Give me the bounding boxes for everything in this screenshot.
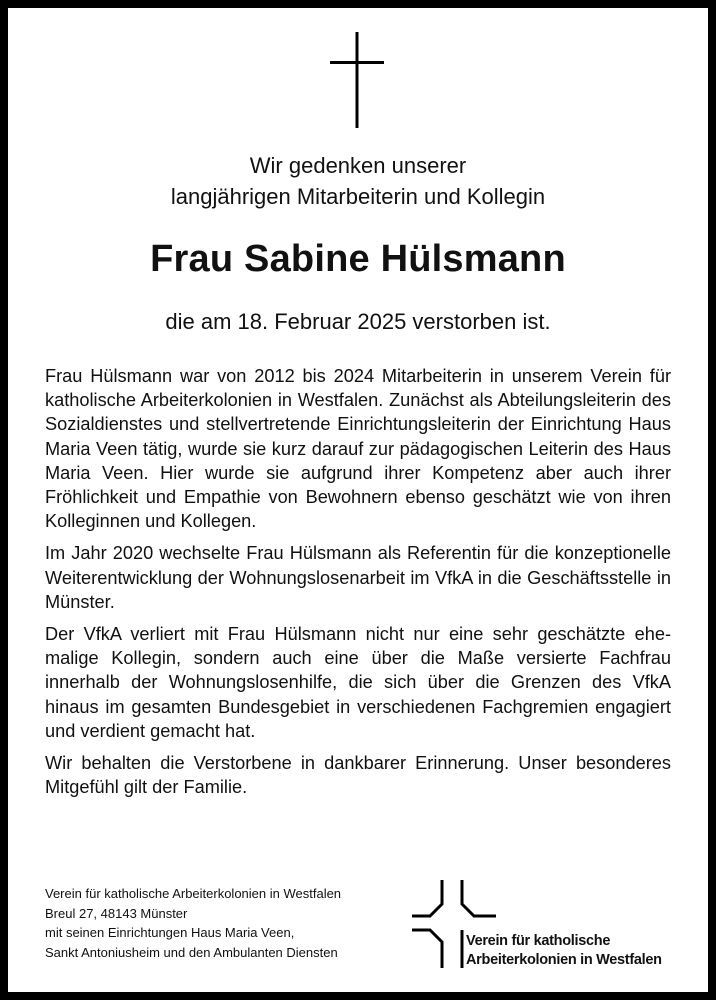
- deceased-name: Frau Sabine Hülsmann: [150, 238, 566, 280]
- address-line: Verein für katholische Arbeiterkolonien in Westfalen: [45, 886, 342, 901]
- body-paragraph: Wir behalten die Verstorbene in dankbarer Erinnerung. Unser besonderes Mitgefühl gilt der Familie.: [45, 753, 671, 798]
- logo-line: Arbeiterkolonien in Westfalen: [466, 952, 662, 968]
- body-paragraph: Im Jahr 2020 wechselte Frau Hülsmann als Referentin für die konzeptionelle Weiterentwicklung der Wohnungslosenarbeit im VfkA in die Geschäftsstelle in Münster.: [45, 543, 671, 612]
- death-date-line: die am 18. Februar 2025 verstorben ist.: [165, 309, 551, 334]
- footer-address: [45, 884, 405, 962]
- cross-icon: [330, 32, 384, 128]
- body-paragraph: Frau Hülsmann war von 2012 bis 2024 Mitarbeiterin in unserem Verein für katholische Arbeiterkolonien in Westfalen. Zunächst als Abteilungsleiterin des Sozialdienstes und stellvertretende Einrichtungsleiterin der Einrichtung Haus Maria Veen tätig, wurde sie kurz darauf zur pädagogischen Leiterin des Haus Maria Veen. Hier wurde sie aufgrund ihrer Kompetenz aber auch ihrer Fröhlichkeit und Empathie von Bewohnern ebenso geschätzt wie von ihren Kolleginnen und Kollegen.: [45, 366, 671, 532]
- notice-body: [45, 364, 671, 807]
- logo-line: Verein für katholische: [466, 933, 611, 949]
- intro-line: Wir gedenken unserer: [249, 153, 467, 178]
- address-line: mit seinen Einrichtungen Haus Maria Veen,: [45, 925, 295, 940]
- intro-line: langjährigen Mitarbeiterin und Kollegin: [170, 184, 546, 209]
- intro-text: [20, 150, 696, 212]
- address-line: Breul 27, 48143 Münster: [45, 905, 188, 921]
- body-paragraph: Der VfkA verliert mit Frau Hülsmann nicht nur eine sehr geschätzte ehemalige Kollegin, sondern auch eine über die Maße versierte Fachfrau innerhalb der Wohnungslosenhilfe, die sich über die Grenzen des VfkA hinaus im gesamten Bundesgebiet in verschiedenen Fachgremien engagiert und verdient gemacht hat.: [45, 624, 671, 741]
- address-line: Sankt Antoniusheim und den Ambulanten Diensten: [45, 944, 338, 960]
- logo-wordmark: [466, 932, 696, 970]
